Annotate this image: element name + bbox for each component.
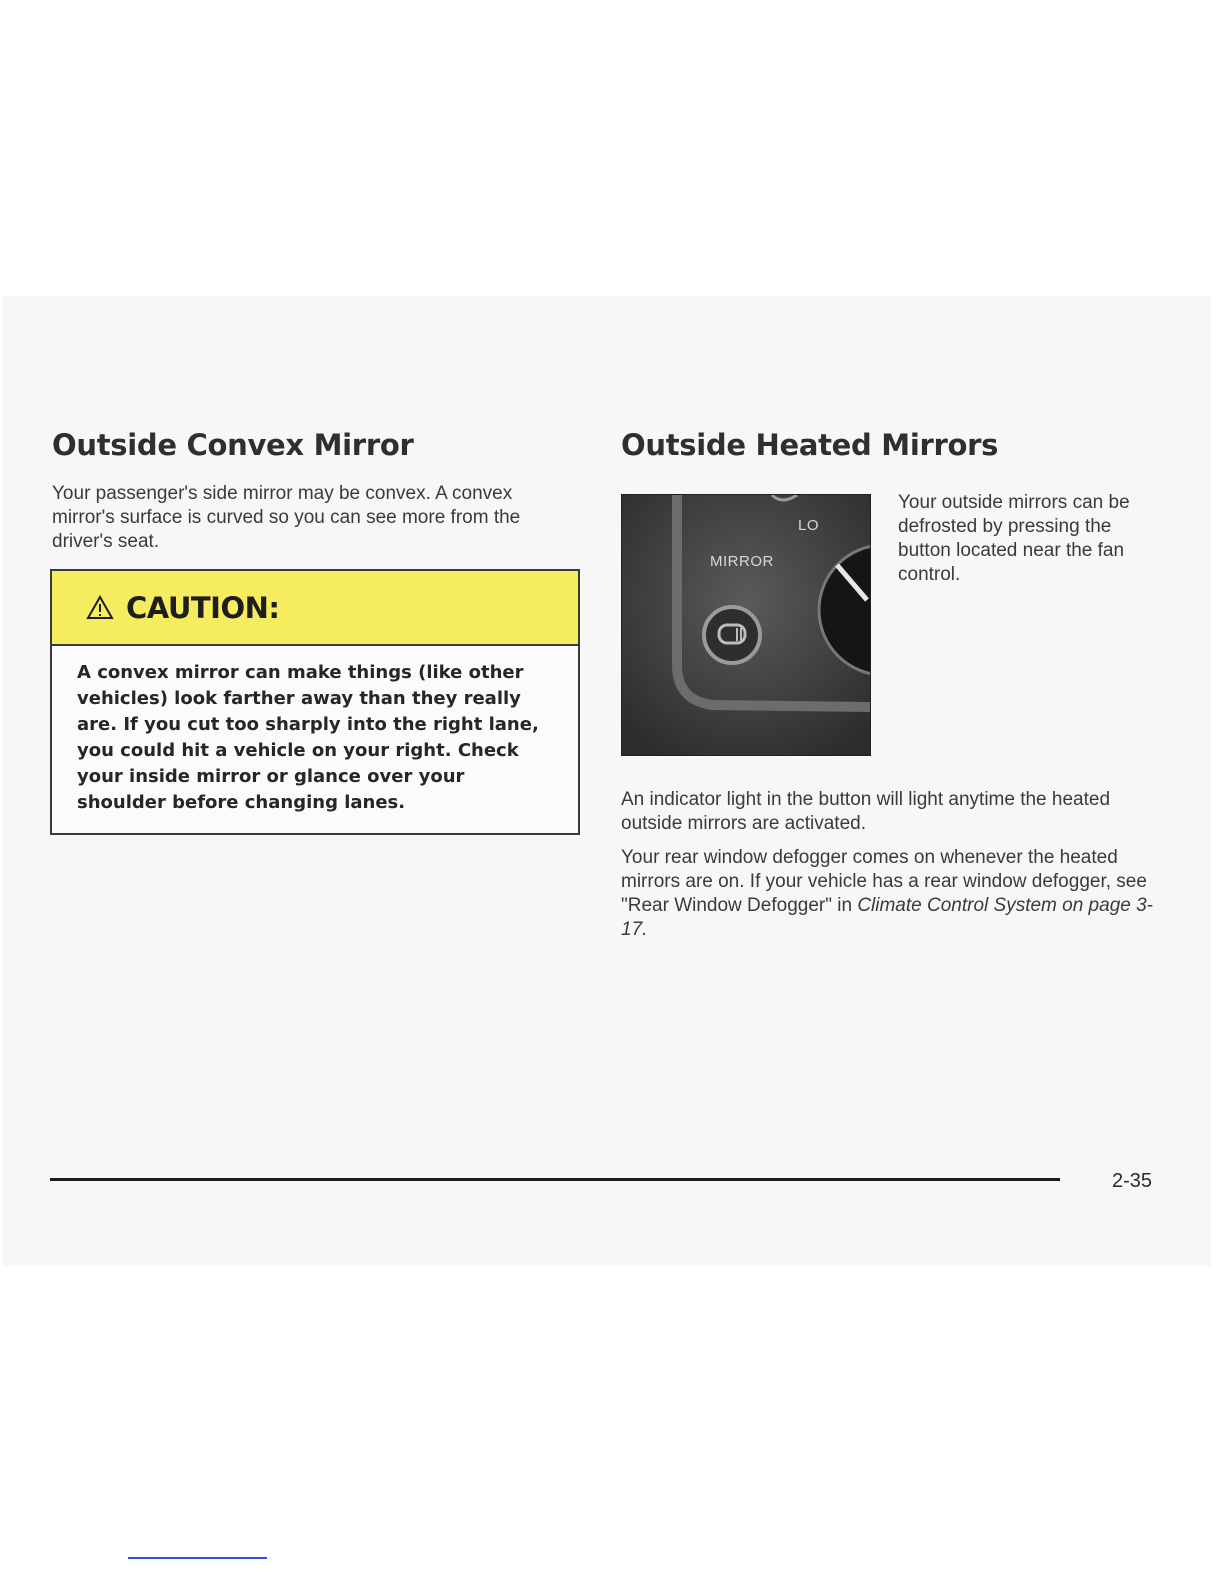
- convex-mirror-intro: Your passenger's side mirror may be convex. A convex mirror's surface is curved so you can see more from the driver's seat.: [52, 483, 521, 552]
- caution-box: [50, 569, 580, 835]
- photo-label-mirror: MIRROR: [710, 553, 774, 570]
- page-number: 2-35: [1112, 1170, 1153, 1192]
- section-title-heated-mirrors: Outside Heated Mirrors: [621, 428, 999, 462]
- photo-label-lo: LO: [798, 517, 820, 534]
- control-panel-illustration: [622, 495, 871, 756]
- underline-mark: [128, 1557, 267, 1559]
- climate-control-reference: Climate Control System on page 3-17.: [621, 895, 1153, 940]
- warning-triangle-icon: [86, 595, 114, 620]
- caution-text: A convex mirror can make things (like other vehicles) look farther away than they really are. If you cut too sharply into the right lane, you could hit a vehicle on your right. Check your inside mirror or glance over your shoulder before changing lanes.: [77, 662, 539, 813]
- defogger-text: Your rear window defogger comes on whenever the heated mirrors are on. If your vehicle has a rear window defogger, see "Rear Window Defogger" in: [621, 847, 1147, 916]
- footer-rule: [50, 1178, 1060, 1181]
- heated-mirror-description: Your outside mirrors can be defrosted by pressing the button located near the fan control.: [898, 492, 1130, 585]
- section-title-convex-mirror: Outside Convex Mirror: [52, 428, 414, 462]
- caution-header: [52, 571, 578, 646]
- indicator-light-paragraph: An indicator light in the button will light anytime the heated outside mirrors are activated.: [621, 789, 1111, 834]
- heated-mirror-button-photo: [621, 494, 871, 756]
- defogger-paragraph: [621, 846, 1161, 942]
- caution-title: CAUTION:: [126, 590, 280, 625]
